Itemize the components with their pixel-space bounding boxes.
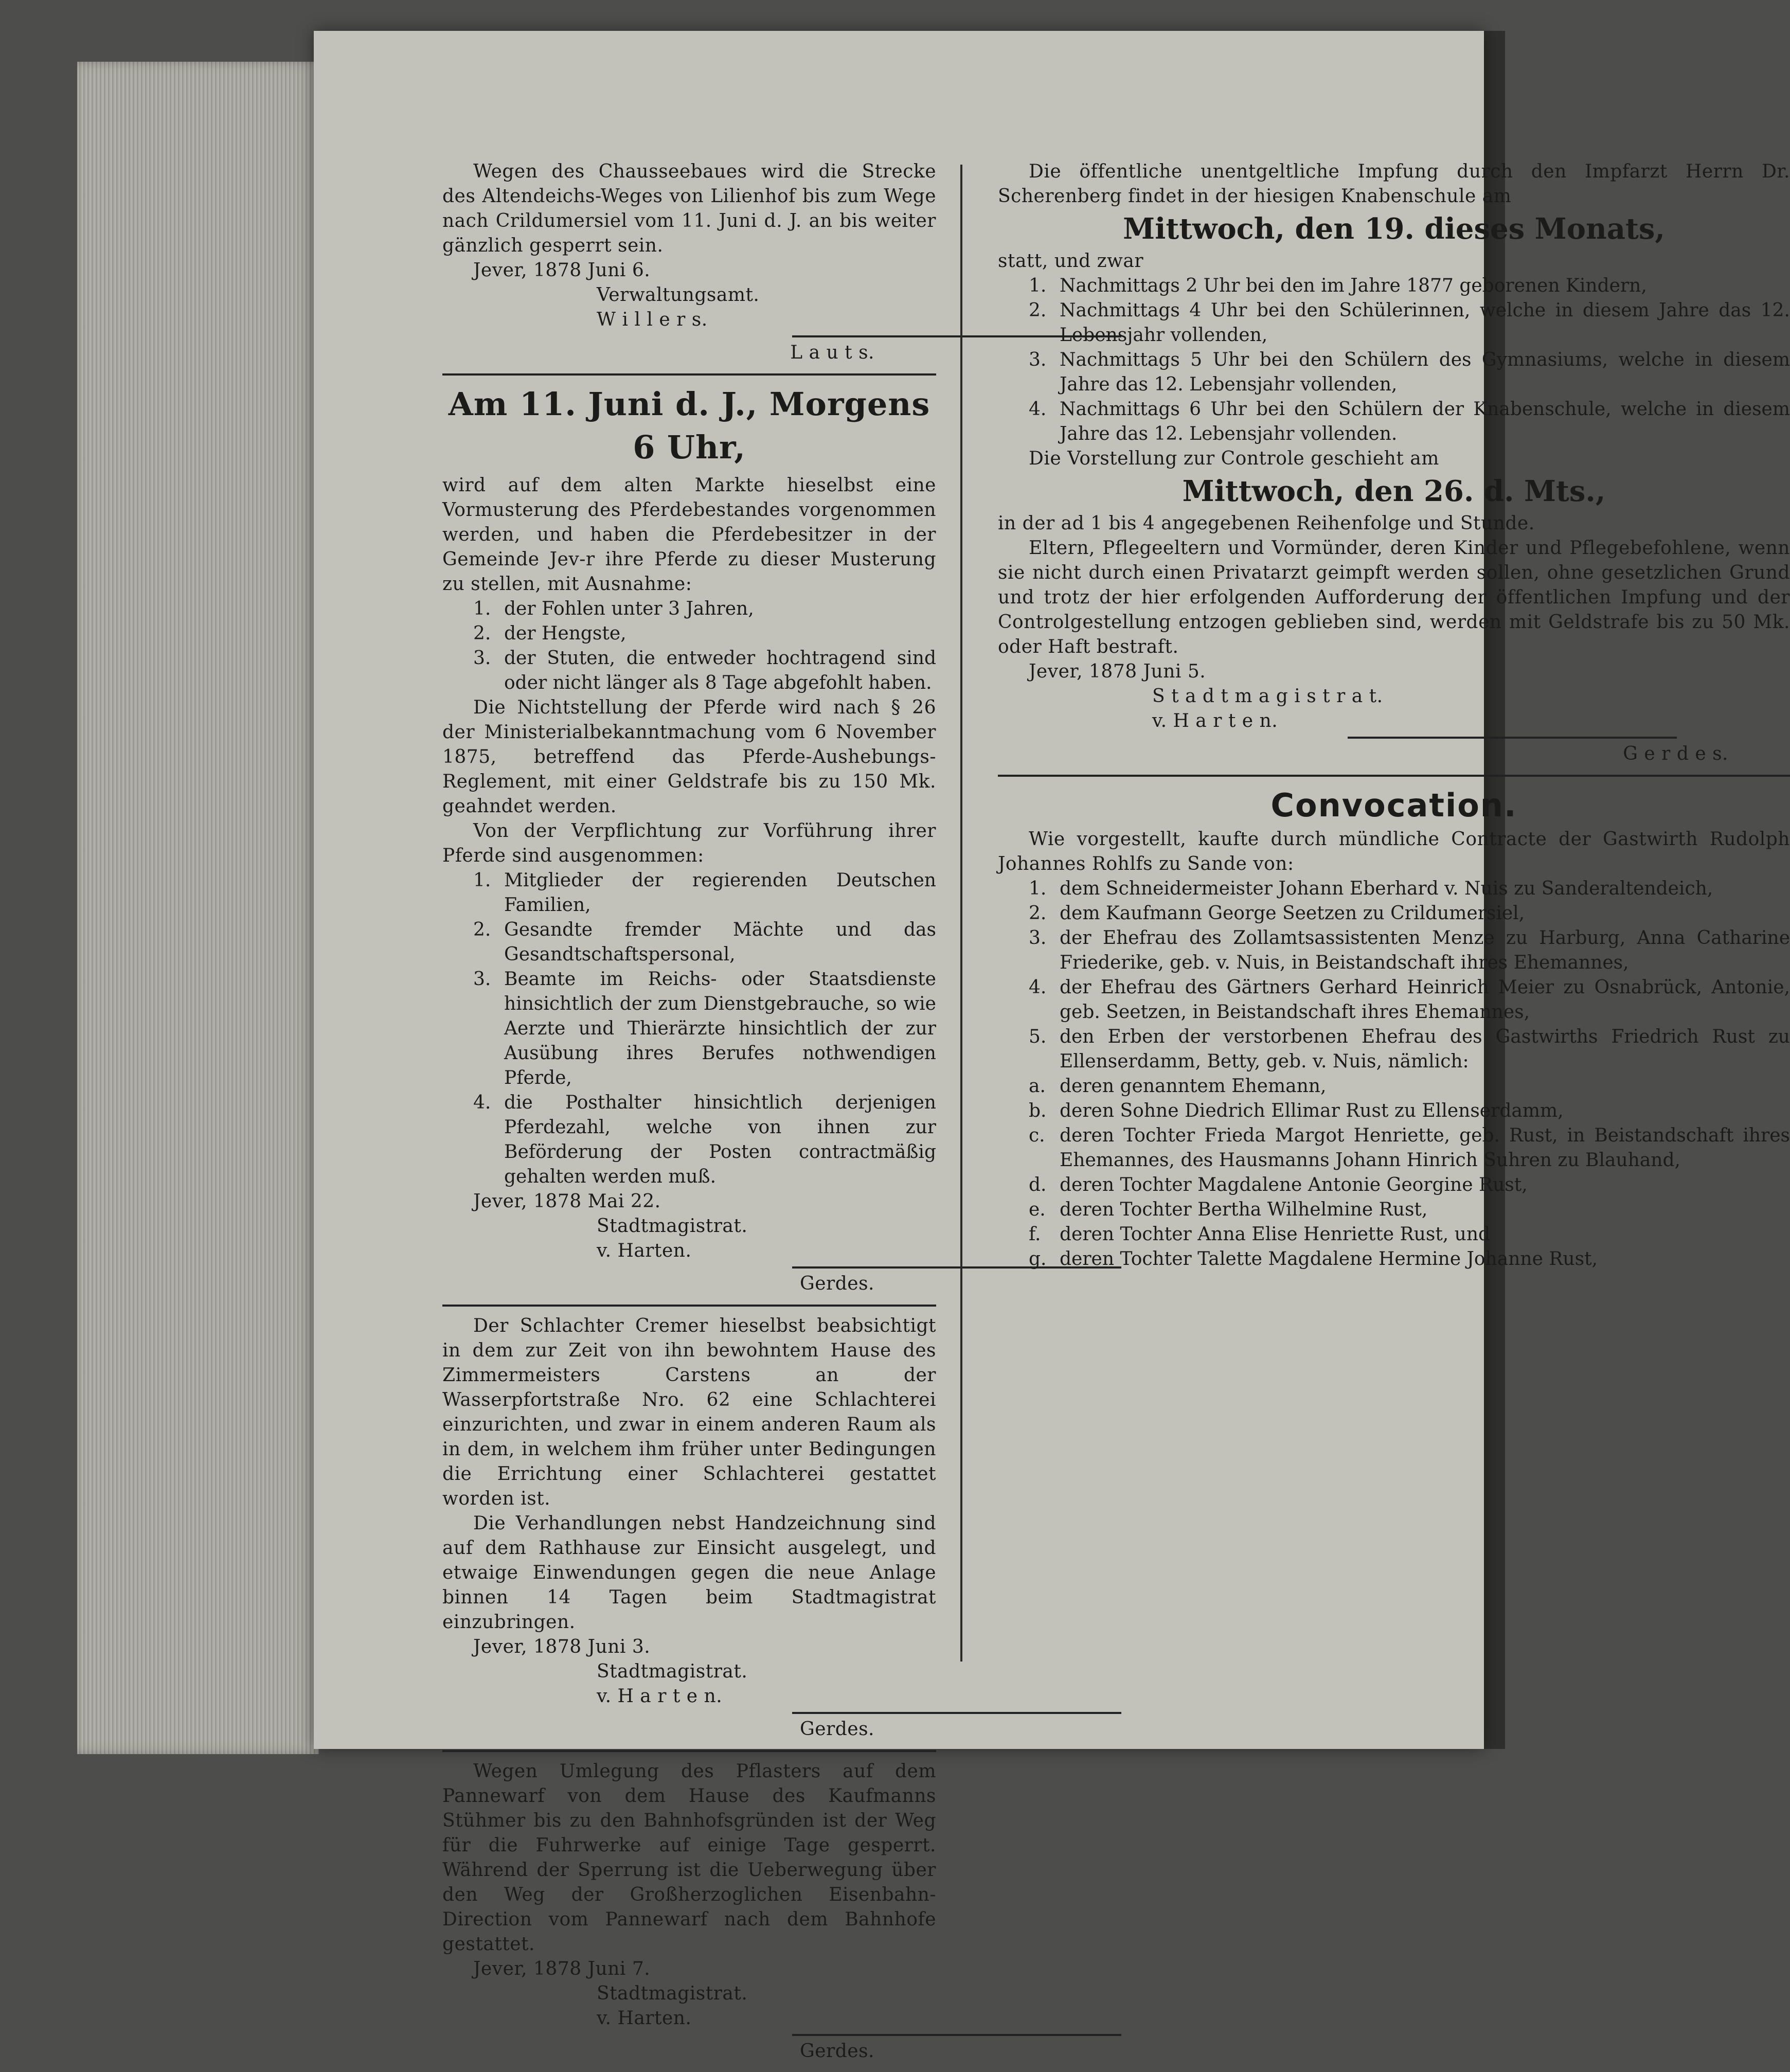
notice-countersignature: L a u t s. — [790, 342, 874, 363]
list-item: 1. dem Schneidermeister Johann Eberhard v. Nuis zu Sanderaltendeich, — [1029, 878, 1713, 899]
list-item: 2. Nachmittags 4 Uhr bei den Schülerinnen, welche in diesem Jahre das 12. Lebensjahr vollenden, — [1029, 300, 1790, 346]
exempt-list — [442, 868, 936, 1189]
list-item: 4. der Ehefrau des Gärtners Gerhard Heinrich Meier zu Osnabrück, Antonie, geb. Seetzen, in Beistandschaft ihres Ehemannes, — [1029, 977, 1790, 1023]
list-item: 3. der Stuten, die entweder hochtragend sind oder nicht länger als 8 Tage abgefohlt haben. — [473, 648, 936, 693]
notice-headline: Am 11. Juni d. J., Morgens 6 Uhr, — [448, 385, 930, 466]
notice-date: Jever, 1878 Juni 6. — [473, 260, 651, 281]
list-item: b. deren Sohne Diedrich Ellimar Rust zu Ellenserdamm, — [1029, 1100, 1564, 1121]
divider — [442, 1305, 936, 1307]
notice-office: Verwaltungsamt. — [597, 284, 760, 306]
list-item: c. deren Tochter Frieda Margot Henriette, geb. Rust, in Beistandschaft ihres Ehemannes, des Hausmanns Johann Hinrich Suhren zu Blauhand, — [1029, 1125, 1790, 1171]
notice-text: Die Vorstellung zur Controle geschieht am — [1029, 448, 1439, 469]
notice-musterung — [442, 383, 936, 1296]
notice-office: Stadtmagistrat. — [597, 1216, 748, 1237]
list-item: 4. die Posthalter hinsichtlich derjenigen Pferdezahl, welche von ihnen zur Beförderung der Posten contractmäßig gehalten werden muß. — [473, 1092, 936, 1187]
notice-text: Die Nichtstellung der Pferde wird nach § 26 der Ministerialbekanntmachung vom 6 November 1875, betreffend das Pferde-Aushebungs-Reglement, mit einer Geldstrafe bis zu 150 Mk. geahndet werden. — [442, 697, 936, 817]
notice-text: statt, und zwar — [998, 251, 1144, 272]
schedule-list — [998, 274, 1790, 446]
notice-schlachter — [442, 1314, 936, 1742]
list-item: 1. der Fohlen unter 3 Jahren, — [473, 598, 754, 619]
signature-rule — [792, 1712, 1121, 1714]
list-item: 1. Nachmittags 2 Uhr bei den im Jahre 1877 geborenen Kindern, — [1029, 275, 1647, 296]
list-item: 3. Nachmittags 5 Uhr bei den Schülern des Gymnasiums, welche in diesem Jahre das 12. Lebensjahr vollenden, — [1029, 349, 1790, 395]
newspaper-page — [314, 31, 1790, 2062]
right-column — [998, 159, 1790, 1280]
list-item: d. deren Tochter Magdalene Antonie Georgine Rust, — [1029, 1174, 1528, 1195]
divider — [998, 775, 1790, 777]
notice-text: Wegen Umlegung des Pflasters auf dem Pannewarf von dem Hause des Kaufmanns Stühmer bis zu den Bahnhofsgründen ist der Weg für die Fuhrwerke auf einige Tage gesperrt. Während der Sperrung ist die Ueberwegung über den Weg der Großherzoglichen Eisenbahn-Direction vom Pannewarf nach dem Bahnhofe gestattet. — [442, 1761, 936, 1955]
column-divider — [960, 165, 962, 1662]
notice-signature: v. Harten. — [597, 1240, 692, 1261]
notice-text: in der ad 1 bis 4 angegebenen Reihenfolge und Stunde. — [998, 513, 1535, 534]
notice-office: Stadtmagistrat. — [597, 1661, 748, 1682]
list-item: 2. dem Kaufmann George Seetzen zu Crildumersiel, — [1029, 903, 1525, 924]
list-item: a. deren genanntem Ehemann, — [1029, 1076, 1327, 1097]
notice-signature: v. Harten. — [597, 2008, 692, 2029]
notice-signature: v. H a r t e n. — [597, 1686, 723, 1707]
sellers-list — [998, 877, 1790, 1074]
notice-text: Die öffentliche unentgeltliche Impfung durch den Impfarzt Herrn Dr. Scherenberg findet in der hiesigen Knabenschule am — [998, 161, 1790, 207]
notice-text: Eltern, Pflegeeltern und Vormünder, deren Kinder und Pflegebefohlene, wenn sie nicht durch einen Privatarzt geimpft werden sollen, ohne gesetzlichen Grund und trotz der hier erfolgenden Aufforderung der öffentlichen Impfung und der Controlgestellung entzogen geblieben sind, werden mit Geldstrafe bis zu 50 Mk. oder Haft bestraft. — [998, 538, 1790, 657]
left-column — [442, 159, 936, 2072]
notice-text: Die Verhandlungen nebst Handzeichnung sind auf dem Rathhause zur Einsicht ausgelegt, und etwaige Einwendungen gegen die neue Anlage binnen 14 Tagen beim Stadtmagistrat einzubringen. — [442, 1513, 936, 1633]
notice-countersignature: Gerdes. — [799, 1719, 874, 1740]
book-page-edges — [77, 62, 319, 1754]
notice-headline: Mittwoch, den 26. d. Mts., — [1182, 474, 1606, 508]
notice-impfung — [998, 159, 1790, 766]
notice-text: Wegen des Chausseebaues wird die Strecke des Altendeichs-Weges von Lilienhof bis zum Wege nach Crildumersiel vom 11. Juni d. J. an bis weiter gänzlich gesperrt sein. — [442, 161, 936, 256]
notice-countersignature: Gerdes. — [799, 1273, 874, 1294]
notice-text: wird auf dem alten Markte hieselbst eine Vormusterung des Pferdebestandes vorgenommen werden, und haben die Pferdebesitzer in der Gemeinde Jev-r ihre Pferde zu dieser Musterung zu stellen, mit Ausnahme: — [442, 475, 936, 595]
list-item: 1. Mitglieder der regierenden Deutschen Familien, — [473, 870, 936, 916]
notice-pflaster — [442, 1759, 936, 2064]
list-item: 5. den Erben der verstorbenen Ehefrau des Gastwirths Friedrich Rust zu Ellenserdamm, Betty, geb. v. Nuis, nämlich: — [1029, 1026, 1790, 1072]
notice-date: Jever, 1878 Juni 3. — [473, 1636, 651, 1657]
notice-signature: W i l l e r s. — [597, 309, 708, 330]
notice-date: Jever, 1878 Mai 22. — [473, 1191, 661, 1212]
list-item: 4. Nachmittags 6 Uhr bei den Schülern der Knabenschule, welche in diesem Jahre das 12. Lebensjahr vollenden. — [1029, 399, 1790, 444]
divider — [442, 1750, 936, 1752]
heirs-list — [998, 1074, 1790, 1272]
notice-office: S t a d t m a g i s t r a t. — [1152, 686, 1383, 707]
notice-text: Wie vorgestellt, kaufte durch mündliche Contracte der Gastwirth Rudolph Johannes Rohlfs zu Sande von: — [998, 829, 1790, 874]
notice-signature: v. H a r t e n. — [1152, 710, 1278, 731]
notice-headline: Mittwoch, den 19. dieses Monats, — [1123, 212, 1665, 246]
notice-convocation — [998, 784, 1790, 1272]
list-item: f. deren Tochter Anna Elise Henriette Rust, und — [1029, 1224, 1491, 1245]
list-item: 2. der Hengste, — [473, 623, 626, 644]
notice-countersignature: G e r d e s. — [1623, 743, 1728, 764]
list-item: e. deren Tochter Bertha Wilhelmine Rust, — [1029, 1199, 1428, 1220]
list-item: 3. der Ehefrau des Zollamtsassistenten Menze zu Harburg, Anna Catharine Friederike, geb. v. Nuis, in Beistandschaft ihres Ehemannes, — [1029, 927, 1790, 973]
notice-title: Convocation. — [1270, 787, 1517, 824]
notice-text: Von der Verpflichtung zur Vorführung ihrer Pferde sind ausgenommen: — [442, 820, 936, 866]
notice-office: Stadtmagistrat. — [597, 1983, 748, 2004]
notice-date: Jever, 1878 Juni 7. — [473, 1958, 651, 1979]
notice-countersignature: Gerdes. — [799, 2041, 874, 2062]
divider — [442, 373, 936, 376]
signature-rule — [792, 2034, 1121, 2036]
exceptions-list — [442, 597, 936, 695]
notice-date: Jever, 1878 Juni 5. — [1029, 661, 1206, 682]
list-item: g. deren Tochter Talette Magdalene Hermine Johanne Rust, — [1029, 1248, 1598, 1270]
list-item: 3. Beamte im Reichs- oder Staatsdienste hinsichtlich der zum Dienstgebrauche, so wie Aerzte und Thierärzte hinsichtlich der zur Ausübung ihres Berufes nothwendigen Pferde, — [473, 969, 936, 1088]
notice-text: Der Schlachter Cremer hieselbst beabsichtigt in dem zur Zeit von ihn bewohntem Hause des Zimmermeisters Carstens an der Wasserpfortstraße Nro. 62 eine Schlachterei einzurichten, und zwar in einem anderen Raum als in dem, in welchem ihm früher unter Bedingungen die Errichtung einer Schlachterei gestattet worden ist. — [442, 1315, 936, 1509]
signature-rule — [1348, 737, 1677, 739]
notice-chaussee — [442, 159, 936, 365]
list-item: 2. Gesandte fremder Mächte und das Gesandtschaftspersonal, — [473, 919, 936, 965]
